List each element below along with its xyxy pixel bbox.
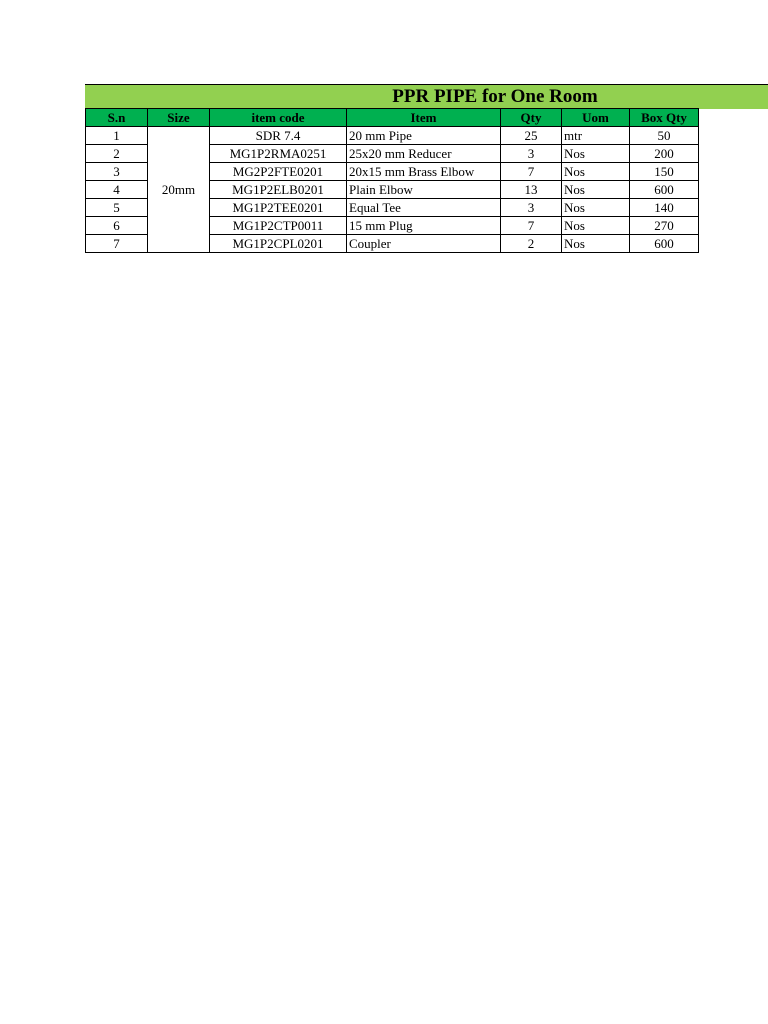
- cell-item-code[interactable]: SDR 7.4: [210, 127, 347, 145]
- cell-item[interactable]: 25x20 mm Reducer: [347, 145, 501, 163]
- cell-box-qty[interactable]: 600: [630, 235, 699, 253]
- cell-item[interactable]: Plain Elbow: [347, 181, 501, 199]
- cell-uom[interactable]: Nos: [562, 217, 630, 235]
- cell-uom[interactable]: Nos: [562, 199, 630, 217]
- cell-qty[interactable]: 7: [501, 163, 562, 181]
- cell-box-qty[interactable]: 50: [630, 127, 699, 145]
- items-table: [85, 108, 699, 253]
- cell-box-qty[interactable]: 200: [630, 145, 699, 163]
- cell-sn[interactable]: 4: [86, 181, 148, 199]
- header-row: [86, 109, 699, 127]
- title-bar: [85, 84, 768, 109]
- cell-uom[interactable]: Nos: [562, 235, 630, 253]
- cell-box-qty[interactable]: 270: [630, 217, 699, 235]
- header-size[interactable]: Size: [148, 109, 210, 127]
- cell-sn[interactable]: 5: [86, 199, 148, 217]
- cell-item[interactable]: Coupler: [347, 235, 501, 253]
- cell-qty[interactable]: 7: [501, 217, 562, 235]
- table-row: [86, 127, 699, 145]
- cell-item-code[interactable]: MG2P2FTE0201: [210, 163, 347, 181]
- cell-uom[interactable]: Nos: [562, 163, 630, 181]
- cell-uom[interactable]: Nos: [562, 181, 630, 199]
- cell-sn[interactable]: 6: [86, 217, 148, 235]
- cell-item-code[interactable]: MG1P2CPL0201: [210, 235, 347, 253]
- header-item-code[interactable]: item code: [210, 109, 347, 127]
- cell-size-merged[interactable]: 20mm: [148, 127, 210, 253]
- cell-box-qty[interactable]: 150: [630, 163, 699, 181]
- cell-item-code[interactable]: MG1P2TEE0201: [210, 199, 347, 217]
- sheet-title: PPR PIPE for One Room: [392, 86, 598, 107]
- cell-item-code[interactable]: MG1P2ELB0201: [210, 181, 347, 199]
- cell-item[interactable]: 20 mm Pipe: [347, 127, 501, 145]
- cell-sn[interactable]: 3: [86, 163, 148, 181]
- cell-qty[interactable]: 2: [501, 235, 562, 253]
- cell-item[interactable]: 20x15 mm Brass Elbow: [347, 163, 501, 181]
- header-uom[interactable]: Uom: [562, 109, 630, 127]
- header-sn[interactable]: S.n: [86, 109, 148, 127]
- cell-qty[interactable]: 3: [501, 145, 562, 163]
- cell-sn[interactable]: 2: [86, 145, 148, 163]
- cell-item[interactable]: 15 mm Plug: [347, 217, 501, 235]
- cell-sn[interactable]: 1: [86, 127, 148, 145]
- cell-item[interactable]: Equal Tee: [347, 199, 501, 217]
- cell-item-code[interactable]: MG1P2CTP0011: [210, 217, 347, 235]
- cell-qty[interactable]: 3: [501, 199, 562, 217]
- header-box-qty[interactable]: Box Qty: [630, 109, 699, 127]
- cell-sn[interactable]: 7: [86, 235, 148, 253]
- cell-qty[interactable]: 25: [501, 127, 562, 145]
- header-item[interactable]: Item: [347, 109, 501, 127]
- header-qty[interactable]: Qty: [501, 109, 562, 127]
- cell-box-qty[interactable]: 600: [630, 181, 699, 199]
- cell-uom[interactable]: Nos: [562, 145, 630, 163]
- cell-uom[interactable]: mtr: [562, 127, 630, 145]
- cell-box-qty[interactable]: 140: [630, 199, 699, 217]
- cell-item-code[interactable]: MG1P2RMA0251: [210, 145, 347, 163]
- cell-qty[interactable]: 13: [501, 181, 562, 199]
